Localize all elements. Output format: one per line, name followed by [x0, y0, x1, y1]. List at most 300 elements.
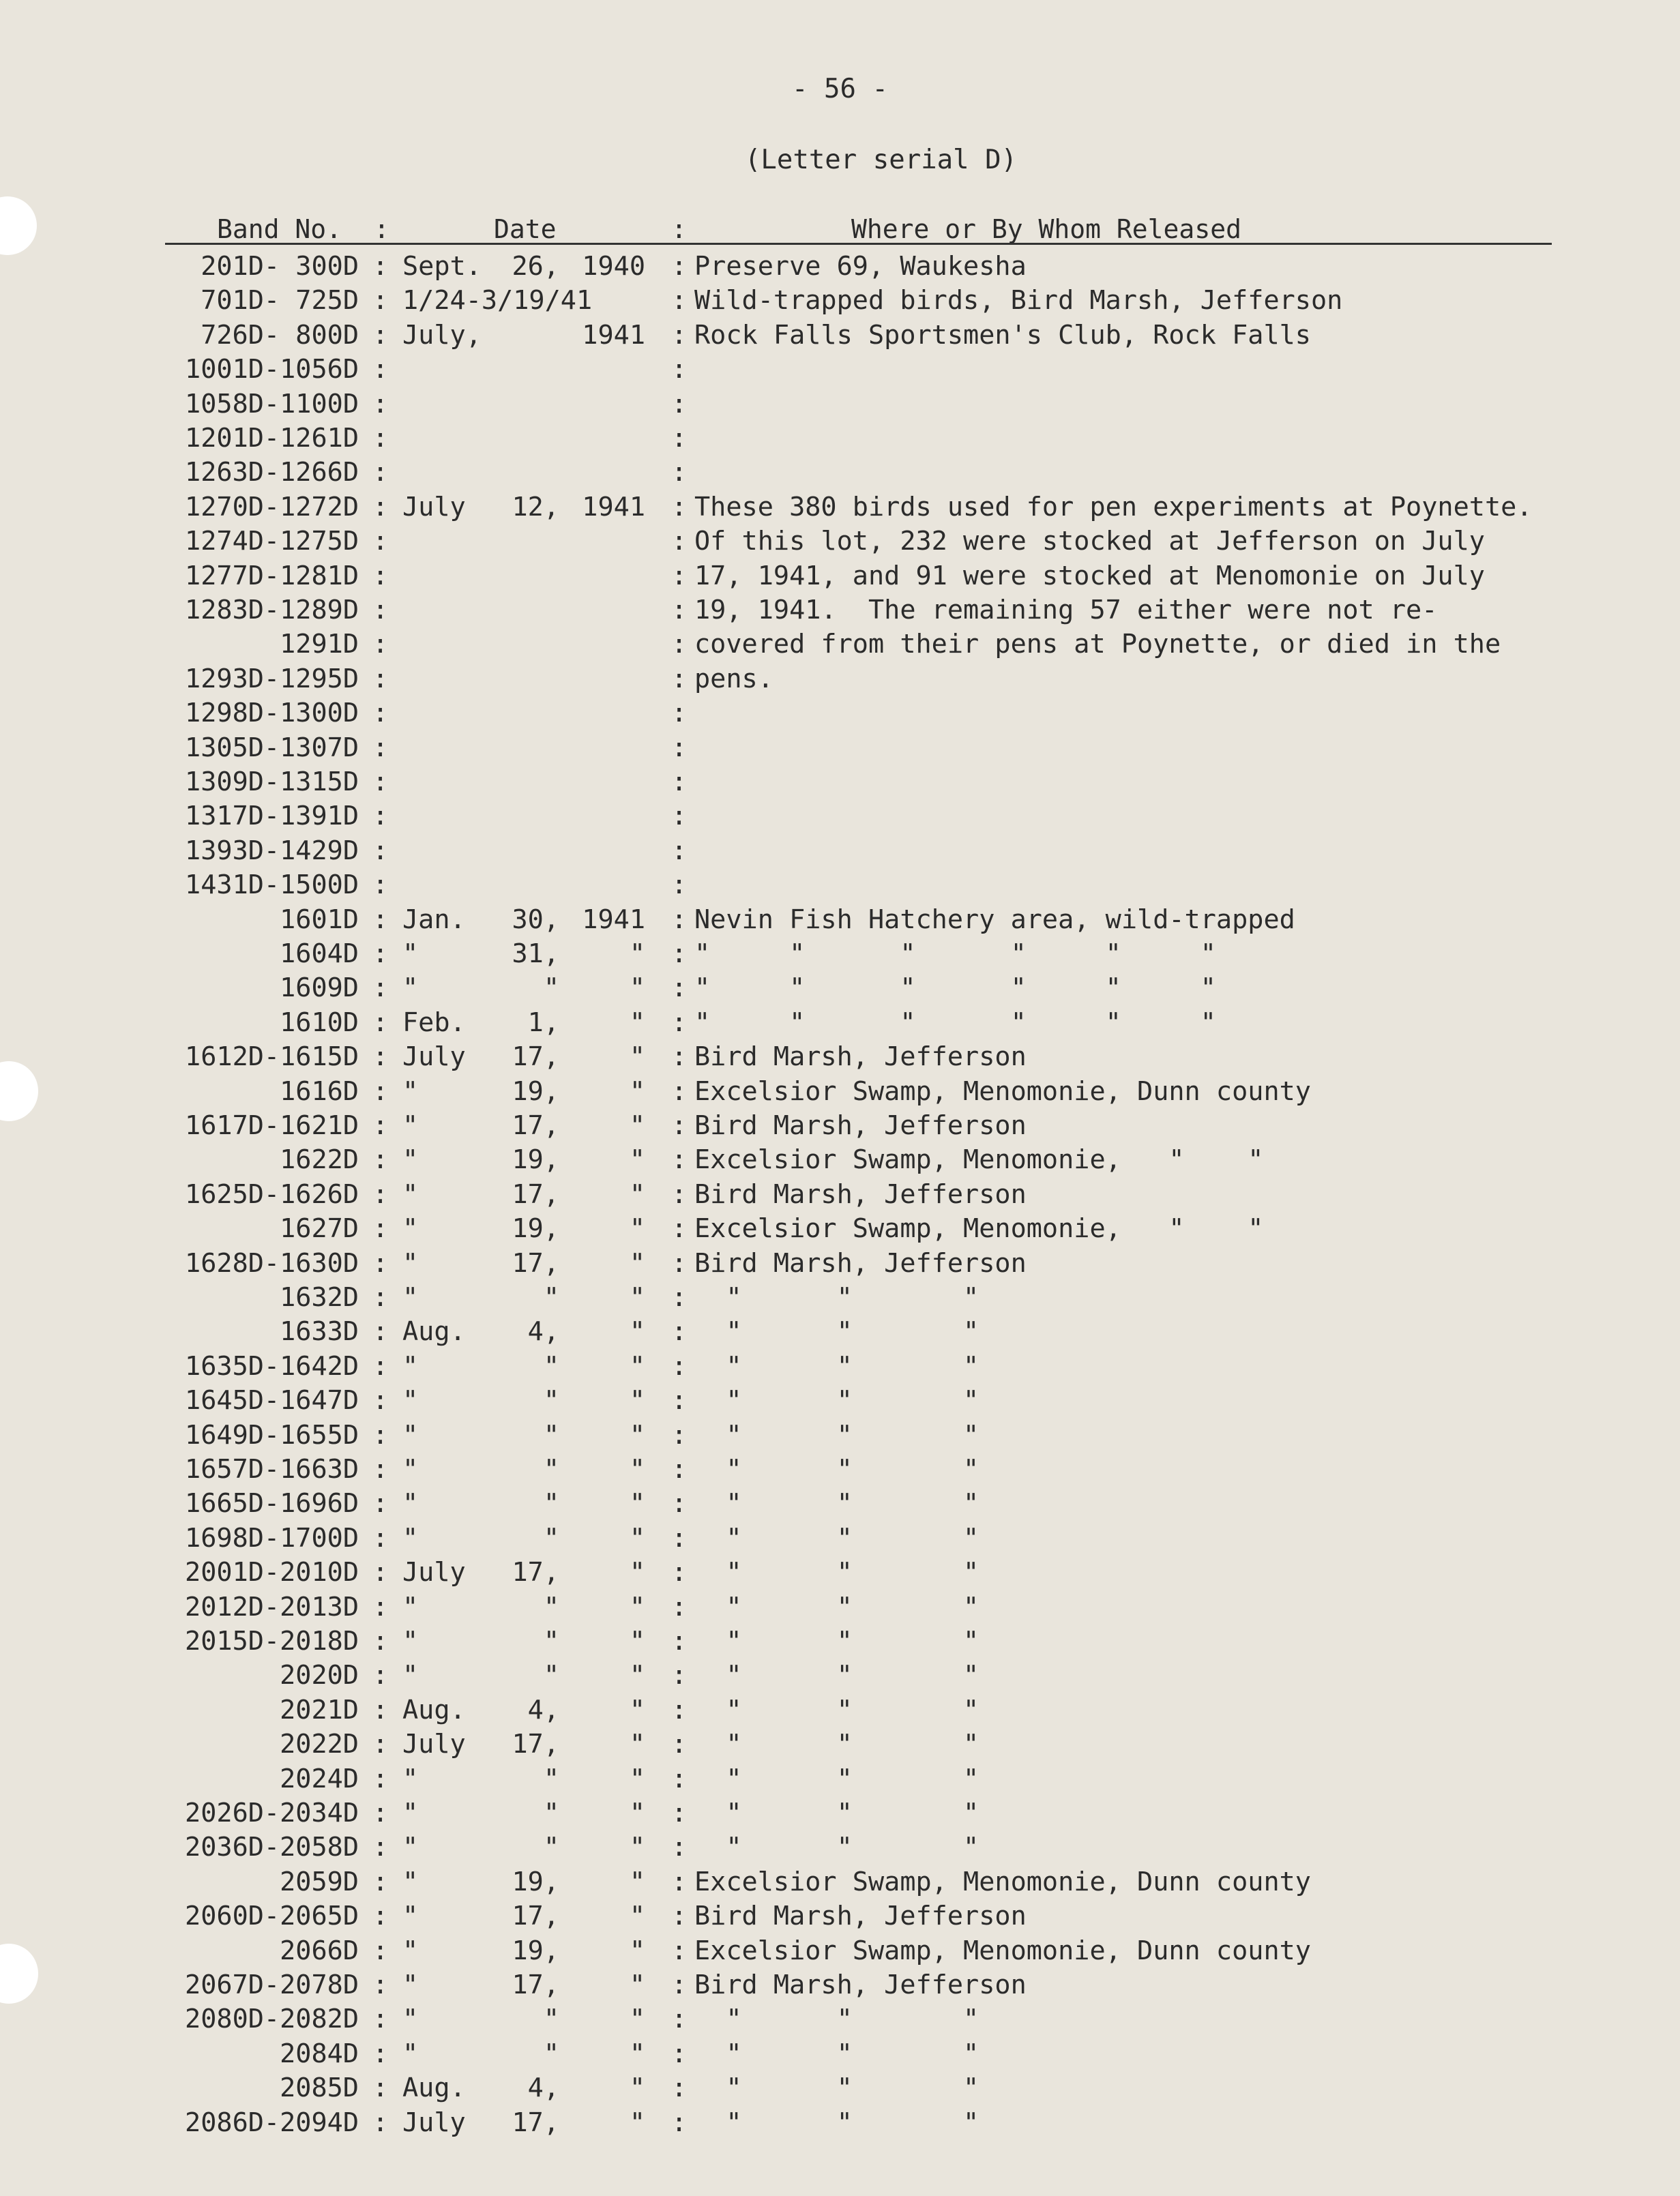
- release-year: ": [629, 1488, 645, 1519]
- release-year: ": [629, 2107, 645, 2138]
- separator: :: [372, 835, 389, 866]
- separator: :: [671, 354, 688, 385]
- release-day: ": [543, 1798, 559, 1828]
- separator: :: [372, 801, 389, 831]
- release-location: Bird Marsh, Jefferson: [694, 1110, 1027, 1141]
- separator: :: [372, 320, 389, 351]
- page-number: - 56 -: [792, 74, 888, 104]
- separator: :: [671, 285, 688, 316]
- table-row: [0, 2037, 1680, 2071]
- table-row: [0, 662, 1680, 696]
- release-location: " " ": [694, 1660, 979, 1691]
- pen-note-line: pens.: [694, 664, 773, 694]
- band-number: 1309D-1315D: [185, 767, 359, 797]
- table-row: [0, 731, 1680, 765]
- release-location: Excelsior Swamp, Menomonie, Dunn county: [694, 1935, 1311, 1966]
- release-day: ": [543, 1420, 559, 1451]
- table-row: [0, 1212, 1680, 1246]
- release-location: " " " " " ": [694, 1007, 1216, 1038]
- table-row: [0, 1796, 1680, 1830]
- release-date: ": [402, 1282, 419, 1313]
- separator: :: [671, 1557, 688, 1588]
- release-date: ": [402, 1660, 419, 1691]
- separator: :: [372, 1385, 389, 1416]
- separator: :: [671, 1420, 688, 1451]
- pen-note-line: These 380 birds used for pen experiments at Poynette.: [694, 492, 1533, 522]
- separator: :: [671, 1213, 688, 1244]
- band-number: 2021D: [280, 1695, 359, 1725]
- release-year: ": [629, 1935, 645, 1966]
- band-number: 2015D-2018D: [185, 1626, 359, 1657]
- table-row: [0, 1178, 1680, 1212]
- release-day: ": [543, 2038, 559, 2069]
- release-location: Excelsior Swamp, Menomonie, " ": [694, 1213, 1264, 1244]
- release-date: ": [402, 1179, 419, 1210]
- table-row: [0, 937, 1680, 971]
- separator: :: [671, 1110, 688, 1141]
- release-day: 19,: [512, 1076, 559, 1107]
- release-day: ": [543, 1832, 559, 1863]
- separator: :: [671, 870, 688, 900]
- table-row: [0, 1281, 1680, 1315]
- table-row: [0, 1556, 1680, 1590]
- release-day: 1,: [527, 1007, 559, 1038]
- band-number: 1610D: [280, 1007, 359, 1038]
- separator: :: [372, 1041, 389, 1072]
- release-year: 1940: [582, 251, 645, 282]
- separator: :: [372, 973, 389, 1003]
- release-year: ": [629, 1454, 645, 1485]
- release-year: ": [629, 1144, 645, 1175]
- release-day: 19,: [512, 1144, 559, 1175]
- release-location: " " " " " ": [694, 938, 1216, 969]
- separator: :: [372, 732, 389, 763]
- release-year: ": [629, 1351, 645, 1382]
- table-row: [0, 903, 1680, 937]
- table-row: [0, 1865, 1680, 1899]
- separator: :: [372, 389, 389, 419]
- table-row: [0, 1006, 1680, 1040]
- separator: :: [671, 1935, 688, 1966]
- separator: :: [671, 1798, 688, 1828]
- table-row: [0, 1693, 1680, 1727]
- release-date: ": [402, 1523, 419, 1554]
- table-row: [0, 2002, 1680, 2036]
- band-number: 2022D: [280, 1729, 359, 1760]
- header-separator: :: [671, 214, 687, 244]
- release-year: ": [629, 1626, 645, 1657]
- release-year: ": [629, 1695, 645, 1725]
- band-number: 1645D-1647D: [185, 1385, 359, 1416]
- release-year: ": [629, 1316, 645, 1347]
- separator: :: [372, 1248, 389, 1279]
- band-number: 2020D: [280, 1660, 359, 1691]
- header-rule: [165, 243, 1552, 245]
- release-location: Preserve 69, Waukesha: [694, 251, 1027, 282]
- separator: :: [372, 664, 389, 694]
- release-date: July: [402, 1041, 466, 1072]
- band-number: 1293D-1295D: [185, 664, 359, 694]
- release-year: ": [629, 1110, 645, 1141]
- release-day: 19,: [512, 1935, 559, 1966]
- release-location: " " ": [694, 1351, 979, 1382]
- band-number: 2059D: [280, 1867, 359, 1897]
- separator: :: [671, 2038, 688, 2069]
- release-day: ": [543, 1764, 559, 1794]
- separator: :: [671, 835, 688, 866]
- table-row: [0, 2106, 1680, 2140]
- table-row: [0, 765, 1680, 799]
- separator: :: [372, 1660, 389, 1691]
- release-year: 1941: [582, 904, 645, 935]
- table-row: [0, 1830, 1680, 1865]
- band-number: 1698D-1700D: [185, 1523, 359, 1554]
- separator: :: [372, 561, 389, 591]
- separator: :: [372, 2073, 389, 2103]
- release-date: July: [402, 492, 466, 522]
- table-row: [0, 1522, 1680, 1556]
- release-location: Nevin Fish Hatchery area, wild-trapped: [694, 904, 1295, 935]
- release-date: Sept.: [402, 251, 482, 282]
- separator: :: [372, 904, 389, 935]
- separator: :: [671, 973, 688, 1003]
- release-day: 17,: [512, 1248, 559, 1279]
- separator: :: [372, 767, 389, 797]
- separator: :: [372, 1213, 389, 1244]
- release-location: " " ": [694, 1420, 979, 1451]
- release-date: ": [402, 1213, 419, 1244]
- release-date: ": [402, 1144, 419, 1175]
- release-day: 17,: [512, 1557, 559, 1588]
- band-number: 1298D-1300D: [185, 698, 359, 728]
- table-row: [0, 1453, 1680, 1487]
- separator: :: [372, 1420, 389, 1451]
- separator: :: [372, 1523, 389, 1554]
- band-number: 1627D: [280, 1213, 359, 1244]
- release-year: ": [629, 1867, 645, 1897]
- band-number: 2024D: [280, 1764, 359, 1794]
- separator: :: [372, 870, 389, 900]
- band-number: 1622D: [280, 1144, 359, 1175]
- separator: :: [372, 354, 389, 385]
- release-location: " " ": [694, 1798, 979, 1828]
- separator: :: [671, 1729, 688, 1760]
- separator: :: [372, 251, 389, 282]
- release-year: ": [629, 1213, 645, 1244]
- release-date: July: [402, 1557, 466, 1588]
- release-date: ": [402, 1970, 419, 2000]
- table-row: [0, 1040, 1680, 1074]
- pen-note-line: Of this lot, 232 were stocked at Jefferson on July: [694, 526, 1485, 557]
- table-row: [0, 868, 1680, 902]
- separator: :: [671, 1076, 688, 1107]
- release-day: 26,: [512, 251, 559, 282]
- release-location: " " ": [694, 2107, 979, 2138]
- band-number: 1283D-1289D: [185, 595, 359, 625]
- release-day: 17,: [512, 2107, 559, 2138]
- band-number: 1317D-1391D: [185, 801, 359, 831]
- separator: :: [671, 938, 688, 969]
- header-where-released: Where or By Whom Released: [851, 214, 1241, 244]
- table-row: [0, 1659, 1680, 1693]
- release-day: 19,: [512, 1867, 559, 1897]
- band-number: 1632D: [280, 1282, 359, 1313]
- separator: :: [671, 904, 688, 935]
- table-row: [0, 1487, 1680, 1521]
- release-date: ": [402, 1488, 419, 1519]
- band-number: 1616D: [280, 1076, 359, 1107]
- band-number: 1604D: [280, 938, 359, 969]
- release-year: ": [629, 1007, 645, 1038]
- release-day: ": [543, 973, 559, 1003]
- band-number: 1617D-1621D: [185, 1110, 359, 1141]
- table-row: [0, 834, 1680, 868]
- release-year: ": [629, 938, 645, 969]
- band-number: 1201D-1261D: [185, 423, 359, 454]
- release-date: ": [402, 1798, 419, 1828]
- separator: :: [671, 732, 688, 763]
- separator: :: [372, 1764, 389, 1794]
- release-year: ": [629, 1385, 645, 1416]
- band-number: 201D- 300D: [201, 251, 359, 282]
- release-day: 30,: [512, 904, 559, 935]
- separator: :: [372, 526, 389, 557]
- separator: :: [671, 1488, 688, 1519]
- release-day: ": [543, 1660, 559, 1691]
- table-row: [0, 2071, 1680, 2105]
- release-date: July,: [402, 320, 482, 351]
- release-location: " " ": [694, 1592, 979, 1622]
- separator: :: [372, 1179, 389, 1210]
- band-number: 2080D-2082D: [185, 2004, 359, 2034]
- table-row: [0, 971, 1680, 1005]
- band-number: 701D- 725D: [201, 285, 359, 316]
- release-date: 1/24-3/19/41: [402, 285, 593, 316]
- header-separator: :: [374, 214, 389, 244]
- release-day: 4,: [527, 1695, 559, 1725]
- release-date: ": [402, 1420, 419, 1451]
- release-year: ": [629, 1041, 645, 1072]
- table-row: [0, 421, 1680, 456]
- release-year: ": [629, 1798, 645, 1828]
- band-number: 1665D-1696D: [185, 1488, 359, 1519]
- release-location: " " ": [694, 1626, 979, 1657]
- release-location: " " " " " ": [694, 973, 1216, 1003]
- separator: :: [671, 1316, 688, 1347]
- separator: :: [671, 801, 688, 831]
- separator: :: [372, 1488, 389, 1519]
- release-day: 17,: [512, 1041, 559, 1072]
- release-day: 4,: [527, 1316, 559, 1347]
- release-location: " " ": [694, 1316, 979, 1347]
- separator: :: [372, 629, 389, 659]
- page-subtitle: (Letter serial D): [744, 145, 1018, 175]
- release-year: ": [629, 1832, 645, 1863]
- band-number: 2084D: [280, 2038, 359, 2069]
- release-year: ": [629, 1557, 645, 1588]
- separator: :: [671, 320, 688, 351]
- band-number: 1649D-1655D: [185, 1420, 359, 1451]
- release-year: ": [629, 1179, 645, 1210]
- separator: :: [372, 1454, 389, 1485]
- release-year: ": [629, 1592, 645, 1622]
- release-day: ": [543, 1488, 559, 1519]
- release-date: ": [402, 2038, 419, 2069]
- release-location: " " ": [694, 1695, 979, 1725]
- release-year: ": [629, 2004, 645, 2034]
- separator: :: [671, 1007, 688, 1038]
- band-number: 1609D: [280, 973, 359, 1003]
- release-date: ": [402, 1764, 419, 1794]
- separator: :: [671, 629, 688, 659]
- release-day: ": [543, 1351, 559, 1382]
- band-number: 726D- 800D: [201, 320, 359, 351]
- header-date: Date: [494, 214, 557, 244]
- table-row: [0, 799, 1680, 833]
- separator: :: [372, 457, 389, 488]
- release-year: ": [629, 973, 645, 1003]
- separator: :: [372, 595, 389, 625]
- release-day: ": [543, 1592, 559, 1622]
- header-band-no: Band No.: [217, 214, 342, 244]
- separator: :: [671, 492, 688, 522]
- band-number: 1625D-1626D: [185, 1179, 359, 1210]
- release-location: " " ": [694, 2073, 979, 2103]
- table-row: [0, 1350, 1680, 1384]
- release-location: Bird Marsh, Jefferson: [694, 1248, 1027, 1279]
- separator: :: [671, 1282, 688, 1313]
- table-row: [0, 1384, 1680, 1418]
- table-row: [0, 1590, 1680, 1624]
- band-number: 1274D-1275D: [185, 526, 359, 557]
- separator: :: [671, 1179, 688, 1210]
- release-location: " " ": [694, 1729, 979, 1760]
- separator: :: [671, 1385, 688, 1416]
- table-row: [0, 1727, 1680, 1762]
- release-date: ": [402, 2004, 419, 2034]
- pen-note-line: 17, 1941, and 91 were stocked at Menomonie on July: [694, 561, 1485, 591]
- release-day: ": [543, 2004, 559, 2034]
- release-date: ": [402, 1454, 419, 1485]
- release-location: Excelsior Swamp, Menomonie, Dunn county: [694, 1076, 1311, 1107]
- release-date: ": [402, 1076, 419, 1107]
- release-day: ": [543, 1454, 559, 1485]
- release-date: ": [402, 1110, 419, 1141]
- release-day: 17,: [512, 1729, 559, 1760]
- separator: :: [372, 2107, 389, 2138]
- release-date: ": [402, 1867, 419, 1897]
- release-year: ": [629, 2038, 645, 2069]
- table-row: [0, 1899, 1680, 1933]
- table-row: [0, 1762, 1680, 1796]
- table-row: [0, 1075, 1680, 1109]
- separator: :: [671, 1867, 688, 1897]
- release-year: ": [629, 1076, 645, 1107]
- release-year: 1941: [582, 492, 645, 522]
- separator: :: [671, 1626, 688, 1657]
- band-number: 2067D-2078D: [185, 1970, 359, 2000]
- band-number: 1633D: [280, 1316, 359, 1347]
- pen-note-line: 19, 1941. The remaining 57 either were not re-: [694, 595, 1438, 625]
- release-date: Aug.: [402, 2073, 466, 2103]
- table-row: [0, 1109, 1680, 1143]
- release-date: Aug.: [402, 1695, 466, 1725]
- separator: :: [372, 1007, 389, 1038]
- table-row: [0, 353, 1680, 387]
- release-date: ": [402, 1385, 419, 1416]
- separator: :: [671, 1523, 688, 1554]
- separator: :: [671, 2107, 688, 2138]
- separator: :: [372, 1970, 389, 2000]
- separator: :: [671, 1764, 688, 1794]
- release-location: " " ": [694, 2004, 979, 2034]
- band-number: 2086D-2094D: [185, 2107, 359, 2138]
- separator: :: [372, 1867, 389, 1897]
- separator: :: [671, 1970, 688, 2000]
- pen-note-line: covered from their pens at Poynette, or died in the: [694, 629, 1501, 659]
- release-date: ": [402, 1626, 419, 1657]
- band-number: 1277D-1281D: [185, 561, 359, 591]
- band-number: 2060D-2065D: [185, 1901, 359, 1931]
- separator: :: [671, 664, 688, 694]
- release-year: ": [629, 1764, 645, 1794]
- band-number: 1628D-1630D: [185, 1248, 359, 1279]
- release-day: 4,: [527, 2073, 559, 2103]
- release-location: " " ": [694, 1282, 979, 1313]
- separator: :: [372, 2004, 389, 2034]
- release-date: ": [402, 1248, 419, 1279]
- separator: :: [671, 1351, 688, 1382]
- release-location: " " ": [694, 1557, 979, 1588]
- band-number: 1612D-1615D: [185, 1041, 359, 1072]
- separator: :: [372, 1798, 389, 1828]
- band-number: 1601D: [280, 904, 359, 935]
- separator: :: [671, 1144, 688, 1175]
- release-date: ": [402, 1592, 419, 1622]
- release-location: Bird Marsh, Jefferson: [694, 1970, 1027, 2000]
- band-number: 2012D-2013D: [185, 1592, 359, 1622]
- band-number: 1058D-1100D: [185, 389, 359, 419]
- band-number: 1657D-1663D: [185, 1454, 359, 1485]
- separator: :: [372, 1282, 389, 1313]
- release-year: ": [629, 1420, 645, 1451]
- release-year: ": [629, 1970, 645, 2000]
- release-location: " " ": [694, 1385, 979, 1416]
- table-row: [0, 696, 1680, 730]
- table-row: [0, 1143, 1680, 1177]
- separator: :: [671, 1454, 688, 1485]
- release-year: 1941: [582, 320, 645, 351]
- band-number: 2001D-2010D: [185, 1557, 359, 1588]
- band-number: 1270D-1272D: [185, 492, 359, 522]
- release-day: 31,: [512, 938, 559, 969]
- release-date: ": [402, 1832, 419, 1863]
- release-location: Bird Marsh, Jefferson: [694, 1041, 1027, 1072]
- release-location: Wild-trapped birds, Bird Marsh, Jefferson: [694, 285, 1343, 316]
- release-day: ": [543, 1282, 559, 1313]
- release-location: Bird Marsh, Jefferson: [694, 1179, 1027, 1210]
- release-year: ": [629, 1729, 645, 1760]
- separator: :: [372, 492, 389, 522]
- separator: :: [671, 2073, 688, 2103]
- release-location: Excelsior Swamp, Menomonie, Dunn county: [694, 1867, 1311, 1897]
- table-row: [0, 1315, 1680, 1349]
- table-row: [0, 387, 1680, 421]
- separator: :: [671, 457, 688, 488]
- separator: :: [372, 1832, 389, 1863]
- release-location: " " ": [694, 1523, 979, 1554]
- separator: :: [372, 1144, 389, 1175]
